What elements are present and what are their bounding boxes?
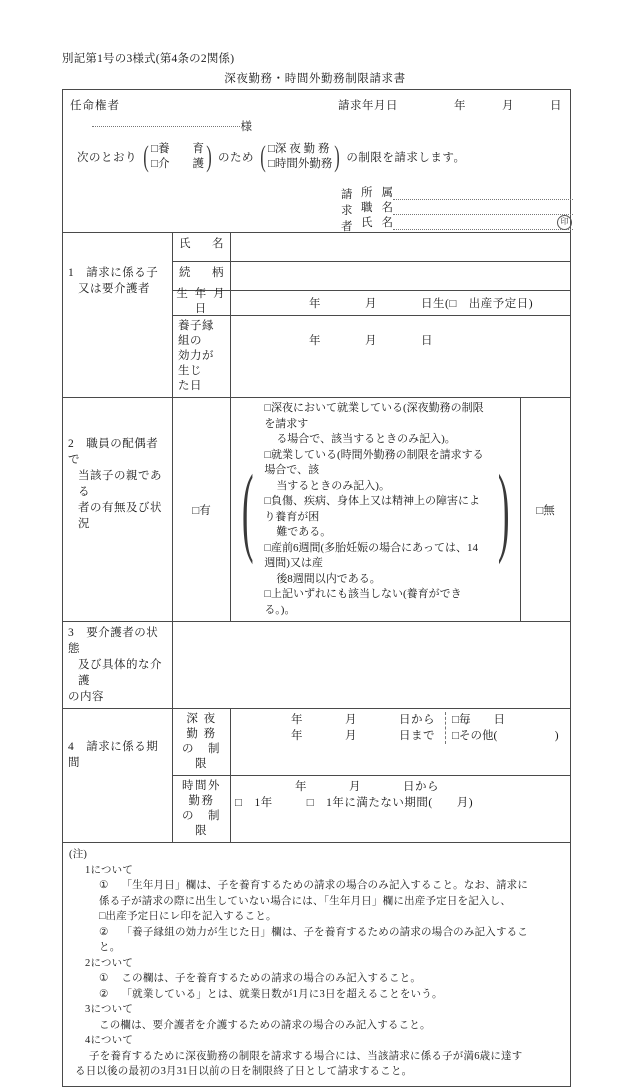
page-title: 深夜勤務・時間外勤務制限請求書 <box>224 73 406 85</box>
adoption-label-line1: 養子縁組の <box>178 320 214 347</box>
section1-relation-label-a: 続 <box>179 266 191 279</box>
note-2-1-line1: この欄は、子を養育するための請求の場合のみ記入すること。 <box>121 973 422 984</box>
night-frequency-other[interactable]: □その他( ) <box>452 730 559 742</box>
claimant-position-label-a: 職 <box>361 202 373 214</box>
section2-options-cell <box>231 398 521 622</box>
note-1-1-line1: 「生年月日」欄は、子を養育するための請求の場合のみ記入すること。なお、請求に <box>121 880 529 891</box>
appointer-name-field[interactable] <box>77 118 252 134</box>
reason-option-group <box>141 142 214 172</box>
section1-label-line2: 又は要介護者 <box>78 283 150 295</box>
section1-adoption-label <box>173 316 231 398</box>
section2-label-line1: 2 職員の配偶者で <box>68 438 159 466</box>
bracket-left-limit: ( <box>260 140 266 173</box>
night-from-month[interactable]: 月 <box>345 714 357 726</box>
status-option-night-work-line1[interactable]: □深夜において就業している(深夜勤務の制限を請求す <box>264 402 484 430</box>
claimant-label: 請求者 <box>341 189 353 233</box>
claimant-affiliation-label-b: 属 <box>381 187 393 199</box>
appointer-name-dotted-line <box>92 126 240 127</box>
night-label-line1: 深 夜 勤 務 <box>186 713 217 740</box>
section4-night-label <box>173 709 234 776</box>
claimant-position-label-b: 名 <box>381 202 393 214</box>
note-marker-2-2: ② <box>99 988 109 1000</box>
section1-birthdate-label: 生 年 月 日 <box>173 291 231 316</box>
claimant-name-row <box>361 215 573 230</box>
note-2-2-line1: 「就業している」とは、就業日数が1月に3日を超えることをいう。 <box>121 988 443 1000</box>
claimant-affiliation-input[interactable] <box>393 186 573 200</box>
section3-label-line1: 3 要介護者の状態 <box>68 627 159 655</box>
notes-group-2-title: 2について <box>85 957 134 969</box>
night-from-year[interactable]: 年 <box>291 714 303 726</box>
bracket-left-reason: ( <box>143 140 149 173</box>
night-label-line2: の 制 限 <box>182 743 234 770</box>
night-from-day[interactable]: 日から <box>399 714 435 726</box>
limit-option-overtime-work[interactable]: □時間外勤務 <box>267 158 333 170</box>
section4-overtime-label <box>173 776 234 843</box>
night-frequency-options <box>445 712 570 744</box>
reason-option-nursing[interactable]: □介 護 <box>151 158 204 170</box>
section1-name-value[interactable] <box>231 233 571 262</box>
section1-relation-label-b: 柄 <box>212 266 224 279</box>
status-option-maternity-line1[interactable]: □産前6週間(多胎妊娠の場合にあっては、14週間)又は産 <box>264 541 479 569</box>
claimant-affiliation-label-a: 所 <box>361 187 373 199</box>
section1-label-line1: 1 請求に係る子 <box>68 267 159 279</box>
notes-group-2-item-2 <box>69 987 564 1003</box>
section2-label-line3: 者の有無及び状況 <box>78 502 162 530</box>
note-4-1-line2: る日以後の最初の3月31日以前の日を制限終了日として請求すること。 <box>75 1066 413 1077</box>
section1-name-label-a: 氏 <box>179 237 191 250</box>
section1-name-label <box>173 233 231 262</box>
claim-date-line <box>338 97 562 113</box>
claim-date-month[interactable]: 月 <box>502 100 514 112</box>
status-option-injury-line2: 難である。 <box>276 526 332 538</box>
limit-option-night-work[interactable]: □深 夜 勤 務 <box>267 143 330 155</box>
section2-label <box>63 398 173 622</box>
adoption-day[interactable]: 日 <box>421 335 433 347</box>
claim-date-year[interactable]: 年 <box>454 100 466 112</box>
section4-overtime-value <box>231 776 571 843</box>
note-marker-1-2: ② <box>99 926 109 938</box>
section3-row <box>63 622 571 709</box>
appointer-label: 任命権者 <box>70 100 120 112</box>
night-frequency-everyday[interactable]: □毎 日 <box>452 714 505 726</box>
claimant-name-label-b: 名 <box>381 217 393 229</box>
notes-group-3-item-1: この欄は、要介護者を介護するための請求の場合のみ記入すること。 <box>99 1019 431 1031</box>
limit-option-group <box>258 142 342 172</box>
notes-group-2-item-1 <box>69 971 564 987</box>
notes-group-1-item-1 <box>69 878 564 925</box>
header-cell <box>63 90 571 233</box>
overtime-label-line2: の 制 限 <box>182 810 234 837</box>
night-to-day[interactable]: 日まで <box>399 730 435 742</box>
section1-relation-value[interactable] <box>231 262 571 291</box>
statement-tail: の制限を請求します。 <box>346 152 466 164</box>
statement-lead: 次のとおり <box>77 152 137 164</box>
night-period-inputs <box>231 712 445 744</box>
note-1-2-line2: と。 <box>99 942 121 953</box>
claimant-position-row <box>361 200 573 215</box>
form-code: 別記第1号の3様式(第4条の2関係) <box>62 53 235 65</box>
section1-label <box>63 233 173 398</box>
note-marker-2-1: ① <box>99 973 109 984</box>
section2-yes-option[interactable]: □有 <box>173 398 231 622</box>
bracket-right-status: ) <box>497 453 510 565</box>
note-1-2-line1: 「養子縁組の効力が生じた日」欄は、子を養育するための請求の場合のみ記入するこ <box>121 926 529 938</box>
section3-label-line2: 及び具体的な介護 <box>78 659 162 687</box>
bracket-left-status: ( <box>241 453 254 565</box>
notes-row <box>63 843 571 1087</box>
notes-heading: (注) <box>69 849 88 860</box>
status-option-maternity-line2: 後8週間以内である。 <box>276 572 381 585</box>
status-option-injury-line1[interactable]: □負傷、疾病、身体上又は精神上の障害により養育が困 <box>264 495 480 523</box>
overtime-duration-less-than-year[interactable]: □ 1年に満たない期間( 月) <box>306 797 474 809</box>
overtime-from-month[interactable]: 月 <box>349 781 361 793</box>
main-form-table <box>62 89 571 1087</box>
notes-group-4-title: 4について <box>85 1035 134 1046</box>
statement-middle: のため <box>217 152 254 164</box>
section2-label-line2: 当該子の親である <box>78 470 162 498</box>
adoption-month[interactable]: 月 <box>365 335 377 347</box>
adoption-year[interactable]: 年 <box>309 335 321 347</box>
night-to-month[interactable]: 月 <box>345 730 357 742</box>
adoption-label-line2: 効力が生じ <box>178 350 214 377</box>
notes-group-1-title: 1について <box>85 864 134 876</box>
header-row <box>63 90 571 233</box>
status-option-employed-line2: 当するときのみ記入)。 <box>276 479 390 492</box>
notes-block <box>63 843 570 1086</box>
note-1-1-line3: □出産予定日にレ印を記入すること。 <box>99 911 277 922</box>
claimant-block <box>341 185 573 234</box>
section1-name-label-b: 名 <box>212 237 224 250</box>
bracket-right-reason: ) <box>206 140 212 173</box>
night-to-year[interactable]: 年 <box>291 730 303 742</box>
claimant-name-label-a: 氏 <box>361 217 373 229</box>
status-option-employed-line1[interactable]: □就業している(時間外勤務の制限を請求する場合で、該 <box>264 448 484 476</box>
section1-name-row <box>63 233 571 262</box>
adoption-label-line3: た日 <box>178 380 202 392</box>
claim-date-day[interactable]: 日 <box>550 100 562 112</box>
status-option-none-line1[interactable]: □上記いずれにも該当しない(養育ができる。)。 <box>264 588 462 616</box>
section3-value[interactable] <box>173 622 571 709</box>
section2-row <box>63 398 571 622</box>
claim-date-label: 請求年月日 <box>338 100 398 112</box>
section2-option-list <box>264 401 486 618</box>
birth-month[interactable]: 月 <box>365 298 377 310</box>
note-1-1-line2: 係る子が請求の際に出生していない場合には、「生年月日」欄に出産予定日を記入し、 <box>99 895 512 907</box>
notes-group-3-title: 3について <box>85 1004 134 1015</box>
status-option-night-work-line2: る場合で、該当するときのみ記入)。 <box>276 433 456 445</box>
reason-option-childcare[interactable]: □養 育 <box>151 143 204 155</box>
sama-suffix: 様 <box>240 121 252 133</box>
section4-night-row <box>63 709 571 776</box>
claimant-position-input[interactable] <box>393 201 573 215</box>
overtime-from-year[interactable]: 年 <box>295 781 307 793</box>
birth-year[interactable]: 年 <box>309 298 321 310</box>
notes-cell <box>63 843 571 1087</box>
overtime-label-line1: 時間外勤務 <box>182 780 221 807</box>
claimant-name-input[interactable] <box>393 216 573 230</box>
overtime-duration-one-year[interactable]: □ 1年 <box>235 797 273 809</box>
birth-day-and-due-checkbox[interactable]: 日生(□ 出産予定日) <box>421 298 534 310</box>
bracket-right-limit: ) <box>334 140 341 173</box>
section3-label-line3: の内容 <box>68 691 104 703</box>
note-4-1-line1: 子を養育するために深夜勤務の制限を請求する場合には、当該請求に係る子が満6歳に達す <box>89 1050 523 1062</box>
overtime-from-day[interactable]: 日から <box>403 781 439 793</box>
section2-no-option[interactable]: □無 <box>521 398 571 622</box>
section4-label: 4 請求に係る期間 <box>63 709 173 843</box>
note-marker-1-1: ① <box>99 880 109 891</box>
seal-icon: 印 <box>557 215 572 230</box>
request-statement <box>77 142 466 172</box>
notes-group-1-item-2 <box>69 925 564 956</box>
notes-group-4-item-1 <box>69 1049 564 1080</box>
section1-adoption-value[interactable] <box>231 316 571 398</box>
section4-night-value <box>231 709 571 776</box>
claimant-affiliation-row <box>361 185 573 200</box>
section3-label <box>63 622 173 709</box>
section1-birthdate-value[interactable] <box>231 291 571 316</box>
